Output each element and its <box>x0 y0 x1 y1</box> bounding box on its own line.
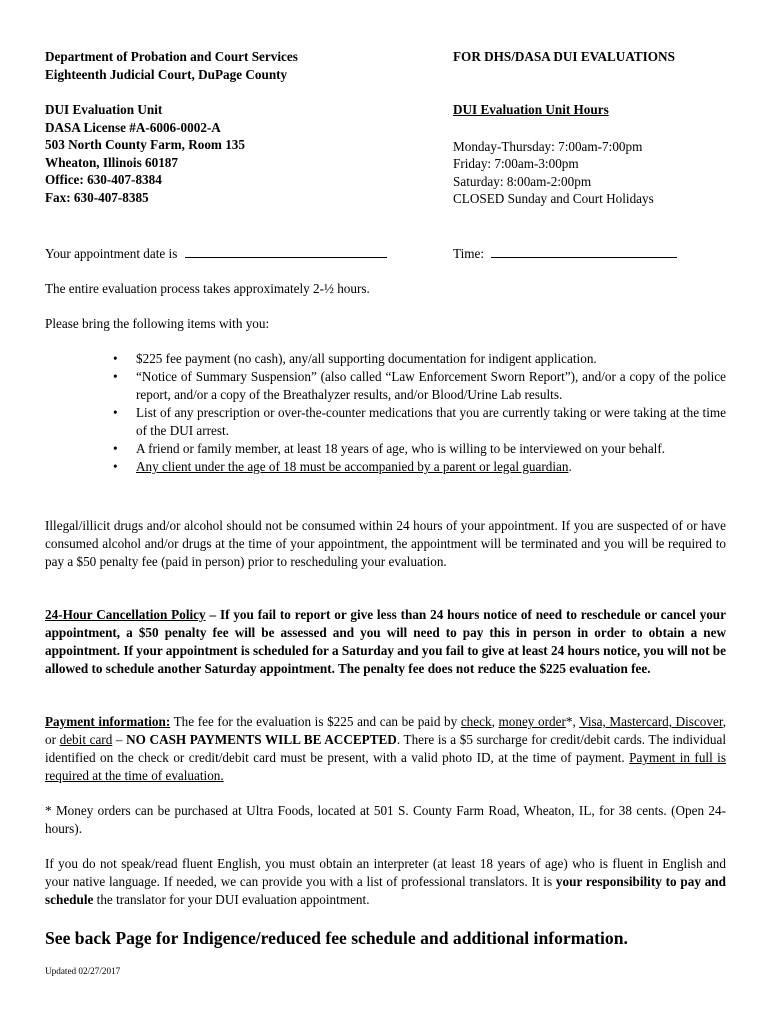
payment-information: Payment information: The fee for the evaluation is $225 and can be paid by check, money order*, Visa, Mastercard, Discover, or debit card – NO CASH PAYMENTS WILL BE ACCEPTED. There is a $5 surcharge for credit/debit cards. The individual identified on the check or credit/debit card must be present, with a valid photo ID, at the time of payment. Payment in full is required at the time of evaluation. <box>45 714 726 783</box>
payment-money-order: money order <box>498 714 566 729</box>
unit-name: DUI Evaluation Unit <box>45 102 163 117</box>
appointment-time-row <box>453 244 677 263</box>
cancellation-body: – If you fail to report or give less than 24 hours notice of need to reschedule or cancel your appointment, a $50 penalty fee will be assessed and you will need to pay this in person in order to obtain a new appointment. If your appointment is scheduled for a Saturday and you fail to give at least 24 hours notice, you will not be allowed to schedule another Saturday appointment. The penalty fee does not reduce the $225 evaluation fee. <box>45 607 726 676</box>
cancellation-title: 24-Hour Cancellation Policy <box>45 607 206 622</box>
cancellation-policy <box>45 606 726 678</box>
interpreter-paragraph: If you do not speak/read fluent English, you must obtain an interpreter (at least 18 years of age) who is fluent in English and your native language. If needed, we can provide you with a list of professional translators. It is your responsibility to pay and schedule the translator for your DUI evaluation appointment. <box>45 856 726 907</box>
bring-intro: Please bring the following items with you: <box>45 316 270 331</box>
payment-debit-card: debit card <box>59 732 113 747</box>
unit-office-phone: Office: 630-407-8384 <box>45 172 162 187</box>
bullet-icon: • <box>113 441 118 456</box>
list-item: • List of any prescription or over-the-counter medications that you are currently taking or were taking at the time of the DUI arrest. <box>113 405 726 438</box>
appointment-time-blank[interactable] <box>491 244 677 258</box>
bullet-icon: • <box>113 369 118 384</box>
no-cash-notice: NO CASH PAYMENTS WILL BE ACCEPTED <box>126 732 397 747</box>
unit-address-1: 503 North County Farm, Room 135 <box>45 137 245 152</box>
appointment-date-row <box>45 244 387 263</box>
appointment-date-blank[interactable] <box>185 244 387 258</box>
unit-fax: Fax: 630-407-8385 <box>45 189 149 205</box>
unit-hours <box>453 101 654 208</box>
hours-mon-thu: Monday-Thursday: 7:00am-7:00pm <box>453 138 643 154</box>
department-name: Department of Probation and Court Services <box>45 49 298 64</box>
hours-closed: CLOSED Sunday and Court Holidays <box>453 191 654 206</box>
unit-license: DASA License #A-6006-0002-A <box>45 119 221 135</box>
header-program: FOR DHS/DASA DUI EVALUATIONS <box>453 49 675 64</box>
list-item: • $225 fee payment (no cash), any/all supporting documentation for indigent application. <box>113 351 597 366</box>
header-department <box>45 48 298 83</box>
see-back-page-note: See back Page for Indigence/reduced fee schedule and additional information. <box>45 928 628 948</box>
unit-info <box>45 101 245 206</box>
list-item: • “Notice of Summary Suspension” (also called “Law Enforcement Sworn Report”), and/or a copy of the police report, and/or a copy of the Breathalyzer results, and/or Blood/Urine Lab results. <box>113 369 726 402</box>
list-item: • A friend or family member, at least 18 years of age, who is willing to be interviewed on your behalf. <box>113 441 666 456</box>
payment-check: check <box>460 714 492 729</box>
hours-saturday: Saturday: 8:00am-2:00pm <box>453 173 592 189</box>
court-name: Eighteenth Judicial Court, DuPage County <box>45 66 288 82</box>
duration-text: The entire evaluation process takes approximately 2-½ hours. <box>45 281 370 296</box>
payment-in-full: Payment in full is required at the time of evaluation. <box>45 750 726 783</box>
interpreter-responsibility: your responsibility to pay and schedule <box>45 874 726 907</box>
drugs-policy-paragraph: Illegal/illicit drugs and/or alcohol should not be consumed within 24 hours of your appointment. If you are suspected of or have consumed alcohol and/or drugs at the time of your appointment, the appointment will be terminated and you will be required to pay a $50 penalty fee (paid in person) prior to rescheduling your evaluation. <box>45 518 726 569</box>
hours-friday: Friday: 7:00am-3:00pm <box>453 156 579 171</box>
bullet-icon: • <box>113 405 118 420</box>
money-orders-note: * Money orders can be purchased at Ultra Foods, located at 501 S. County Farm Road, Wheaton, IL, for 38 cents. (Open 24-hours). <box>45 803 726 836</box>
list-item: • Any client under the age of 18 must be accompanied by a parent or legal guardian. <box>113 459 572 474</box>
unit-address-2: Wheaton, Illinois 60187 <box>45 154 178 170</box>
bullet-icon: • <box>113 351 118 366</box>
appointment-time-label: Time: <box>453 246 485 261</box>
hours-title: DUI Evaluation Unit Hours <box>453 102 609 117</box>
bring-list <box>45 350 726 476</box>
bullet-icon: • <box>113 459 118 474</box>
payment-cards: Visa, Mastercard, Discover <box>579 714 723 729</box>
updated-date: Updated 02/27/2017 <box>45 966 121 976</box>
payment-title: Payment information: <box>45 714 171 729</box>
appointment-date-label: Your appointment date is <box>45 246 178 261</box>
